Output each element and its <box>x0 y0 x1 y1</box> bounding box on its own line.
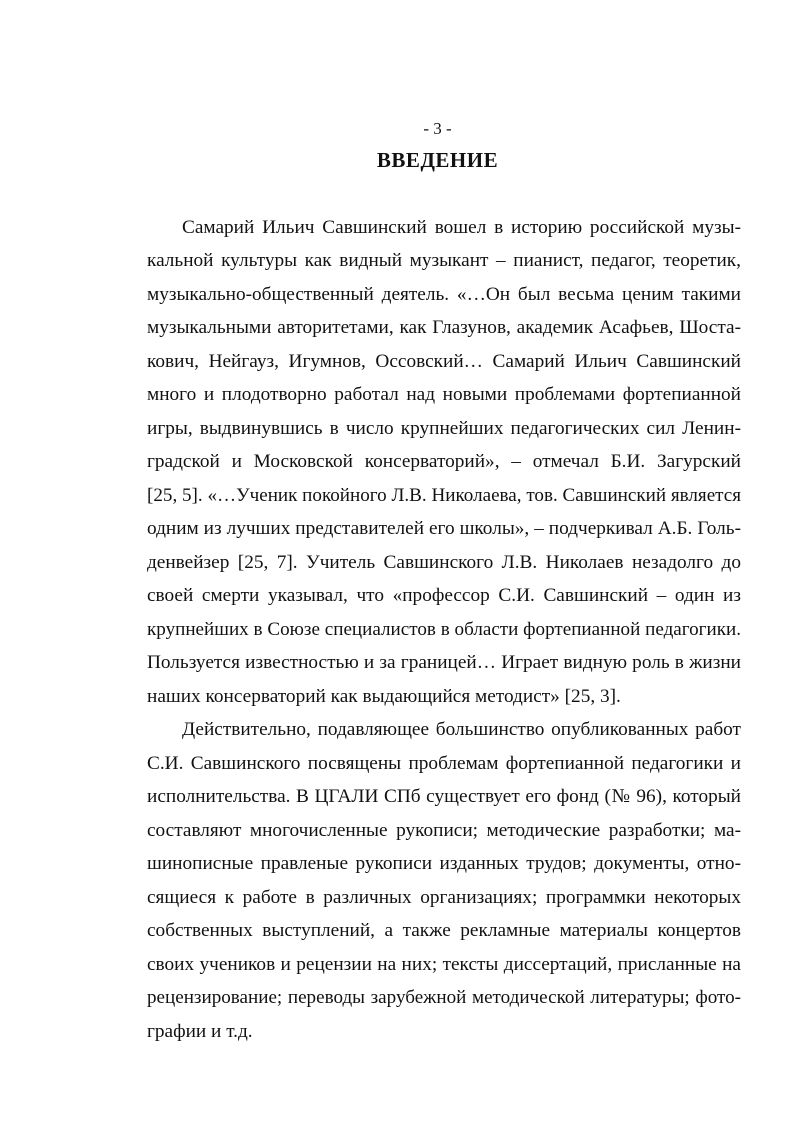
paragraph-line: игры, выдвинувшись в число крупнейших педагогических сил Ленин- <box>147 418 741 439</box>
paragraph-line: наших консерваторий как выдающийся методист» [25, 3]. <box>147 686 621 707</box>
paragraph-line: исполнительства. В ЦГАЛИ СПб существует его фонд (№ 96), который <box>147 786 741 807</box>
section-heading: ВВЕДЕНИЕ <box>376 148 499 172</box>
paragraph-line: составляют многочисленные рукописи; методические разработки; ма- <box>147 820 741 841</box>
paragraph-line: [25, 5]. «…Ученик покойного Л.В. Николаева, тов. Савшинский является <box>147 485 742 506</box>
paragraph-line: одним из лучших представителей его школы», – подчеркивал А.Б. Голь- <box>147 518 741 539</box>
paragraph-line: музыкально-общественный деятель. «…Он был весьма ценим такими <box>147 284 741 305</box>
paragraph-line: своих учеников и рецензии на них; тексты диссертаций, присланные на <box>147 954 741 975</box>
paragraph-line: шинописные правленые рукописи изданных трудов; документы, отно- <box>147 853 741 874</box>
paragraph-line: рецензирование; переводы зарубежной методической литературы; фото- <box>147 987 741 1008</box>
paragraph-line: Самарий Ильич Савшинский вошел в историю российской музы- <box>182 217 741 238</box>
paragraph-line: своей смерти указывал, что «профессор С.И. Савшинский – один из <box>147 585 741 606</box>
paragraph-line: много и плодотворно работал над новыми проблемами фортепианной <box>147 384 741 405</box>
paragraph-line: крупнейших в Союзе специалистов в области фортепианной педагогики. <box>147 619 741 640</box>
paragraph-line: Пользуется известностью и за границей… Играет видную роль в жизни <box>147 652 741 673</box>
paragraph-line: музыкальными авторитетами, как Глазунов, академик Асафьев, Шоста- <box>147 317 741 338</box>
paragraph-line: денвейзер [25, 7]. Учитель Савшинского Л.В. Николаев незадолго до <box>147 552 741 573</box>
paragraph-line: кальной культуры как видный музыкант – пианист, педагог, теоретик, <box>147 250 741 271</box>
paragraph-line: графии и т.д. <box>147 1021 253 1042</box>
paragraph-line: кович, Нейгауз, Игумнов, Оссовский… Самарий Ильич Савшинский <box>147 351 741 372</box>
page-number: - 3 - <box>423 119 452 138</box>
paragraph-line: собственных выступлений, а также рекламные материалы концертов <box>147 920 741 941</box>
paragraph-line: С.И. Савшинского посвящены проблемам фортепианной педагогики и <box>147 753 741 774</box>
paragraph-line: сящиеся к работе в различных организациях; программки некоторых <box>147 887 741 908</box>
paragraph-line: градской и Московской консерваторий», – отмечал Б.И. Загурский <box>147 451 741 472</box>
paragraph-line: Действительно, подавляющее большинство опубликованных работ <box>182 719 741 740</box>
